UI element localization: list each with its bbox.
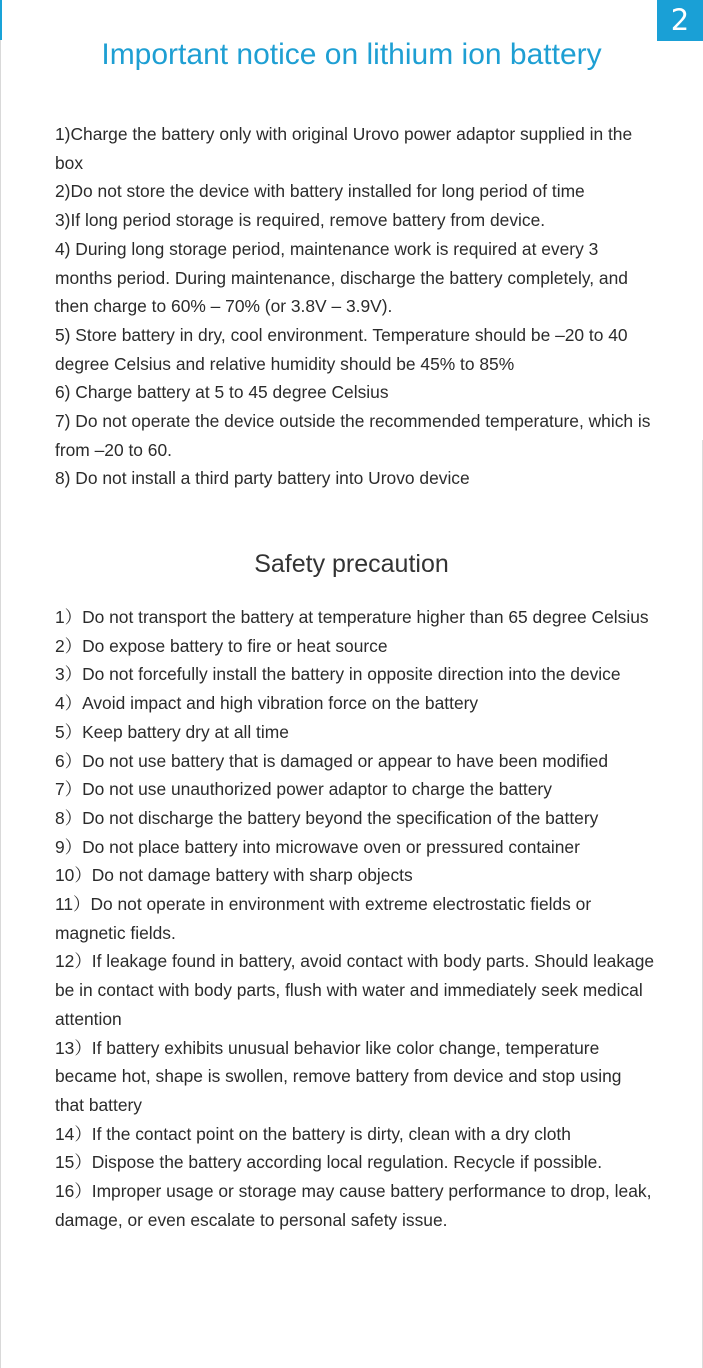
notice-item-7: 7) Do not operate the device outside the recommended temperature, which is from –20 to 60. [55,411,651,460]
safety-item-4: 4）Avoid impact and high vibration force on the battery [55,693,479,714]
notice-item-1: 1)Charge the battery only with original Urovo power adaptor supplied in the box [55,124,633,173]
notice-item-8: 8) Do not install a third party battery into Urovo device [55,468,470,489]
notice-title: Important notice on lithium ion battery [101,38,602,71]
safety-item-1: 1）Do not transport the battery at temperature higher than 65 degree Celsius [55,607,649,627]
safety-item-15: 15）Dispose the battery according local regulation. Recycle if possible. [55,1152,603,1173]
safety-item-13: 13）If battery exhibits unusual behavior like color change, temperature became hot, shape is swollen, remove battery from device and stop using that battery [55,1037,622,1115]
safety-item-14: 14）If the contact point on the battery is dirty, clean with a dry cloth [55,1123,571,1144]
safety-item-9: 9）Do not place battery into microwave oven or pressured container [55,836,580,857]
notice-item-5: 5) Store battery in dry, cool environment. Temperature should be –20 to 40 degree Celsius and relative humidity should be 45% to 85% [55,324,628,374]
safety-item-2: 2）Do expose battery to fire or heat source [55,635,388,656]
safety-item-6: 6）Do not use battery that is damaged or appear to have been modified [55,750,608,771]
safety-item-8: 8）Do not discharge the battery beyond the specification of the battery [55,807,599,828]
safety-title: Safety precaution [254,550,449,578]
notice-list [55,120,655,493]
notice-item-4: 4) During long storage period, maintenance work is required at every 3 months period. During maintenance, discharge the battery completely, and then charge to 60% – 70% (or 3.8V – 3.9V). [55,238,628,317]
safety-item-3: 3）Do not forcefully install the battery in opposite direction into the device [55,664,621,685]
notice-item-3: 3)If long period storage is required, remove battery from device. [55,210,546,231]
safety-item-11: 11）Do not operate in environment with extreme electrostatic fields or magnetic fields. [55,894,592,943]
page-number-badge: 2 [657,0,703,41]
notice-item-2: 2)Do not store the device with battery installed for long period of time [55,181,585,202]
safety-item-16: 16）Improper usage or storage may cause battery performance to drop, leak, damage, or even escalate to personal safety issue. [55,1181,652,1230]
left-accent-bar [0,0,2,40]
safety-item-10: 10）Do not damage battery with sharp objects [55,865,413,886]
notice-item-6: 6) Charge battery at 5 to 45 degree Celsius [55,382,389,403]
safety-item-5: 5）Keep battery dry at all time [55,721,289,742]
left-page-edge [0,0,1,1368]
safety-item-12: 12）If leakage found in battery, avoid contact with body parts. Should leakage be in contact with body parts, flush with water and immediately seek medical attention [55,951,655,1029]
safety-list [55,603,655,1234]
safety-item-7: 7）Do not use unauthorized power adaptor to charge the battery [55,779,552,800]
